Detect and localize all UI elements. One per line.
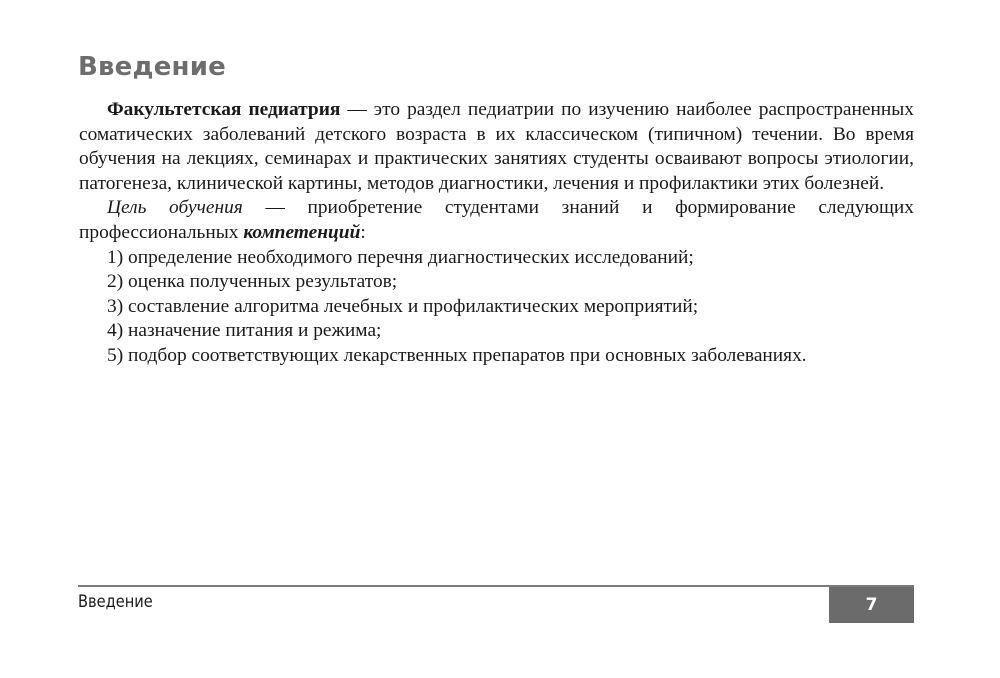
term-faculty-pediatrics: Факультетская педиатрия [107, 99, 341, 120]
definition-text: — это раздел педиатрии по изучению наиболее распространенных соматических заболеваний детского возраста в их классическом (типичном) течении. Во время обучения на лекциях, семинарах и практических занятиях студенты осваивают вопросы этиологии, патогенеза, клинической картины, методов диагностики, лечения и профилактики этих болезней. [79, 99, 914, 194]
list-item: 5) подбор соответствующих лекарственных препаратов при основных заболеваниях. [107, 344, 807, 366]
competencies-term: компетенций [243, 221, 361, 243]
goal-text: — приобретение студентами знаний и формирование следующих профессиональных [79, 197, 915, 243]
goal-label: Цель обучения [107, 197, 243, 219]
body-text [79, 98, 914, 369]
page-number: 7 [865, 595, 878, 615]
page-number-badge [829, 587, 914, 623]
footer-section-title: Введение [78, 592, 153, 612]
list-item: 4) назначение питания и режима; [107, 320, 382, 342]
competencies-list [79, 246, 914, 369]
list-item: 1) определение необходимого перечня диагностических исследований; [107, 246, 694, 268]
page-heading: Введение [78, 52, 226, 82]
list-item: 2) оценка полученных результатов; [107, 271, 398, 293]
footer-divider [78, 585, 914, 587]
paragraph-definition [79, 98, 914, 196]
paragraph-goal [79, 196, 914, 245]
list-item: 3) составление алгоритма лечебных и профилактических мероприятий; [107, 295, 699, 317]
goal-colon: : [360, 221, 366, 243]
